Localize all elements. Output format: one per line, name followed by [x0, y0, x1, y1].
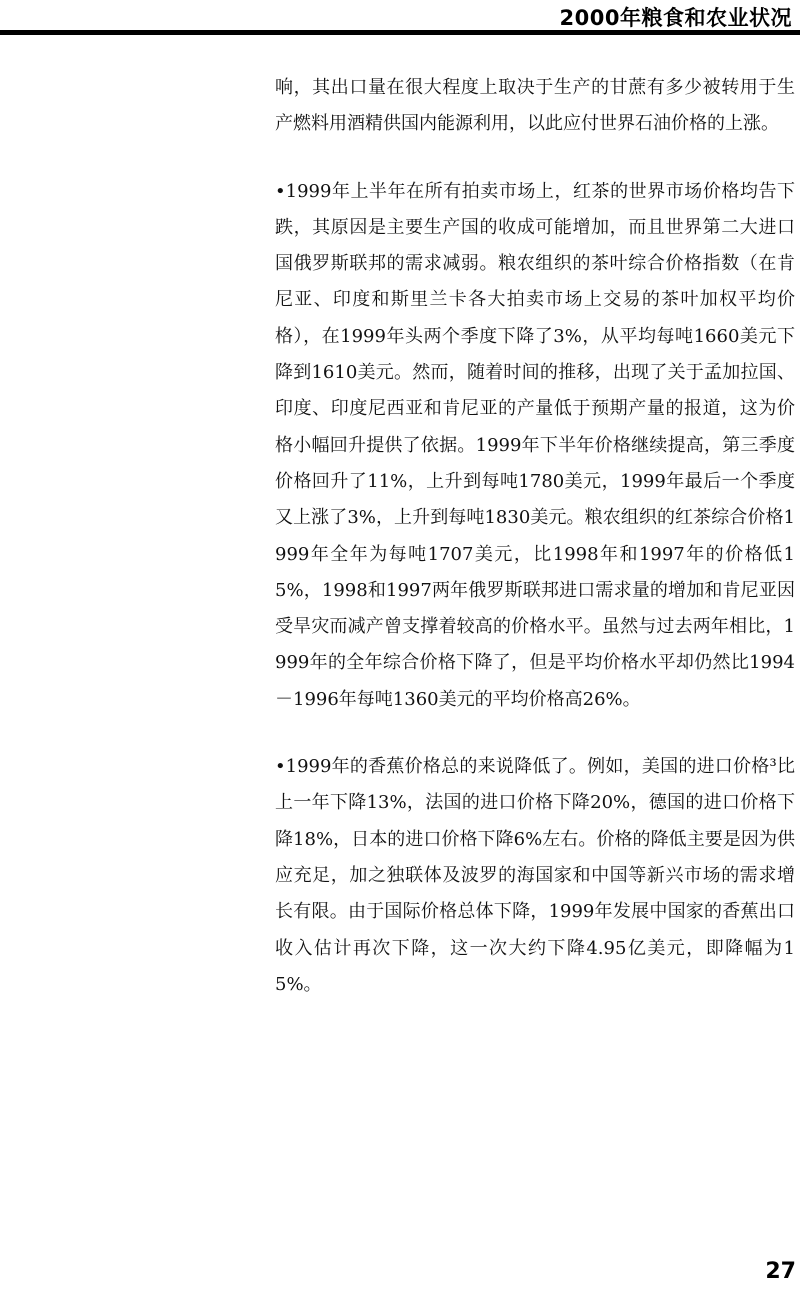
running-header-title: 2000年粮食和农业状况: [559, 6, 792, 30]
paragraph-banana-prices: •1999年的香蕉价格总的来说降低了。例如，美国的进口价格³比上一年下降13%，法国的进口价格下降20%，德国的进口价格下降18%，日本的进口价格下降6%左右。价格的降低主要是因为供应充足，加之独联体及波罗的海国家和中国等新兴市场的需求增长有限。由于国际价格总体下降，1999年发展中国家的香蕉出口收入估计再次下降，这一次大约下降4.95亿美元，即降幅为15%。: [275, 756, 795, 995]
running-header: [0, 0, 800, 36]
paragraph-tea-prices: •1999年上半年在所有拍卖市场上，红茶的世界市场价格均告下跌，其原因是主要生产国的收成可能增加，而且世界第二大进口国俄罗斯联邦的需求减弱。粮农组织的茶叶综合价格指数（在肯尼亚、印度和斯里兰卡各大拍卖市场上交易的茶叶加权平均价格），在1999年头两个季度下降了3%，从平均每吨1660美元下降到1610美元。然而，随着时间的推移，出现了关于孟加拉国、印度、印度尼西亚和肯尼亚的产量低于预期产量的报道，这为价格小幅回升提供了依据。1999年下半年价格继续提高，第三季度价格回升了11%，上升到每吨1780美元，1999年最后一个季度又上涨了3%，上升到每吨1830美元。粮农组织的红茶综合价格1999年全年为每吨1707美元，比1998年和1997年的价格低15%，1998和1997两年俄罗斯联邦进口需求量的增加和肯尼亚因受旱灾而减产曾支撑着较高的价格水平。虽然与过去两年相比，1999年的全年综合价格下降了，但是平均价格水平却仍然比1994－1996年每吨1360美元的平均价格高26%。: [275, 180, 795, 710]
body-text: [275, 70, 795, 1003]
header-rule: [0, 30, 800, 35]
page-number: 27: [765, 1259, 796, 1284]
paragraph-sugar-ethanol: 响，其出口量在很大程度上取决于生产的甘蔗有多少被转用于生产燃料用酒精供国内能源利用，以此应付世界石油价格的上涨。: [275, 77, 795, 135]
